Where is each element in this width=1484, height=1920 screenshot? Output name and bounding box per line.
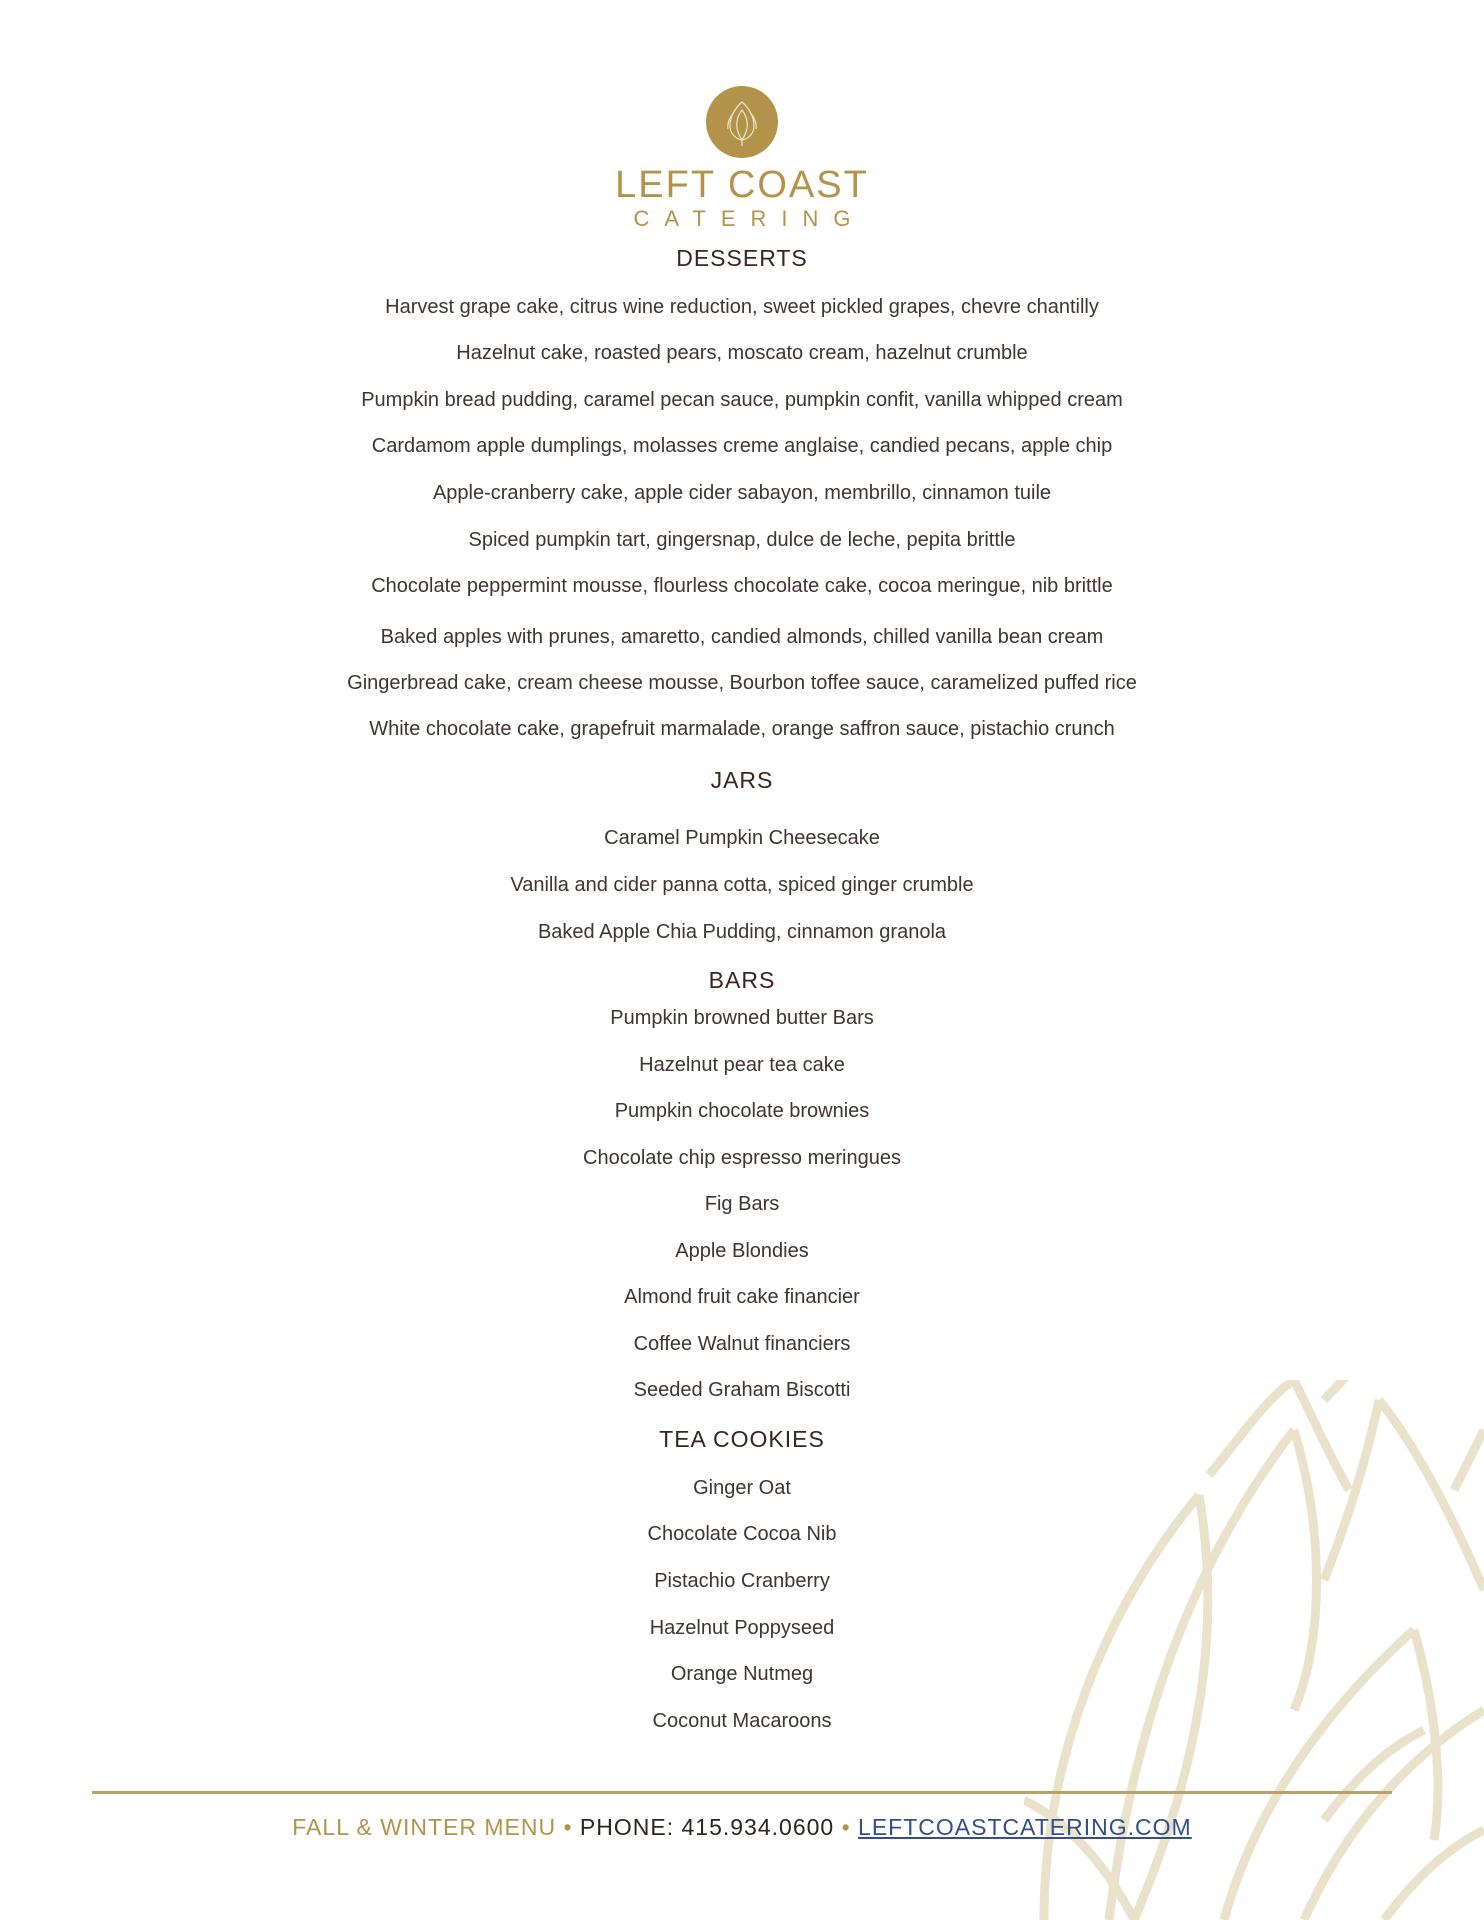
menu-item: Ginger Oat bbox=[693, 1477, 791, 1499]
menu-item: Harvest grape cake, citrus wine reduction, sweet pickled grapes, chevre chantilly bbox=[385, 296, 1099, 318]
menu-item: Baked Apple Chia Pudding, cinnamon granola bbox=[537, 921, 947, 943]
menu-item: Gingerbread cake, cream cheese mousse, Bourbon toffee sauce, caramelized puffed rice bbox=[347, 672, 1137, 694]
brand-subtitle: CATERING bbox=[633, 206, 866, 231]
footer-phone: PHONE: 415.934.0600 bbox=[579, 1814, 835, 1840]
menu-item: Orange Nutmeg bbox=[670, 1663, 814, 1685]
menu-item: Almond fruit cake financier bbox=[624, 1286, 860, 1308]
menu-item: Pumpkin bread pudding, caramel pecan sauce, pumpkin confit, vanilla whipped cream bbox=[361, 389, 1123, 411]
menu-item: Coffee Walnut financiers bbox=[633, 1333, 851, 1355]
menu-item: Coconut Macaroons bbox=[652, 1710, 832, 1732]
brand-logo bbox=[0, 86, 1484, 232]
menu-item: White chocolate cake, grapefruit marmalade, orange saffron sauce, pistachio crunch bbox=[369, 718, 1115, 740]
footer-season: FALL & WINTER MENU bbox=[292, 1814, 557, 1840]
footer bbox=[0, 1812, 1484, 1842]
menu-item: Cardamom apple dumplings, molasses creme anglaise, candied pecans, apple chip bbox=[371, 435, 1113, 457]
brand-name: LEFT COAST bbox=[615, 164, 869, 206]
menu-item: Spiced pumpkin tart, gingersnap, dulce de leche, pepita brittle bbox=[468, 529, 1016, 551]
menu-item: Hazelnut pear tea cake bbox=[639, 1054, 845, 1076]
artichoke-icon bbox=[706, 86, 778, 158]
menu-item: Apple Blondies bbox=[675, 1240, 809, 1262]
menu-item: Seeded Graham Biscotti bbox=[633, 1379, 851, 1401]
menu-item: Hazelnut cake, roasted pears, moscato cream, hazelnut crumble bbox=[456, 342, 1028, 364]
menu-item: Chocolate chip espresso meringues bbox=[583, 1147, 901, 1169]
menu-item: Baked apples with prunes, amaretto, candied almonds, chilled vanilla bean cream bbox=[380, 626, 1104, 648]
menu-item: Pumpkin browned butter Bars bbox=[610, 1007, 874, 1029]
footer-separator: • bbox=[841, 1814, 851, 1840]
menu-item: Fig Bars bbox=[704, 1193, 780, 1215]
menu-item: Hazelnut Poppyseed bbox=[649, 1617, 835, 1639]
section-title: BARS bbox=[708, 967, 776, 993]
footer-separator: • bbox=[563, 1814, 573, 1840]
menu-item: Caramel Pumpkin Cheesecake bbox=[604, 827, 880, 849]
section-title: TEA COOKIES bbox=[659, 1426, 825, 1452]
menu-item: Apple-cranberry cake, apple cider sabayon, membrillo, cinnamon tuile bbox=[432, 482, 1052, 504]
menu-item: Pistachio Cranberry bbox=[654, 1570, 830, 1592]
footer-divider bbox=[92, 1791, 1392, 1794]
section-title: JARS bbox=[710, 767, 774, 793]
menu-item: Chocolate peppermint mousse, flourless chocolate cake, cocoa meringue, nib brittle bbox=[371, 575, 1113, 597]
website-link[interactable]: LEFTCOASTCATERING.COM bbox=[858, 1814, 1192, 1840]
menu-item: Pumpkin chocolate brownies bbox=[614, 1100, 870, 1122]
menu-item: Chocolate Cocoa Nib bbox=[647, 1523, 837, 1545]
menu-item: Vanilla and cider panna cotta, spiced ginger crumble bbox=[510, 874, 974, 896]
section-title: DESSERTS bbox=[676, 245, 808, 271]
